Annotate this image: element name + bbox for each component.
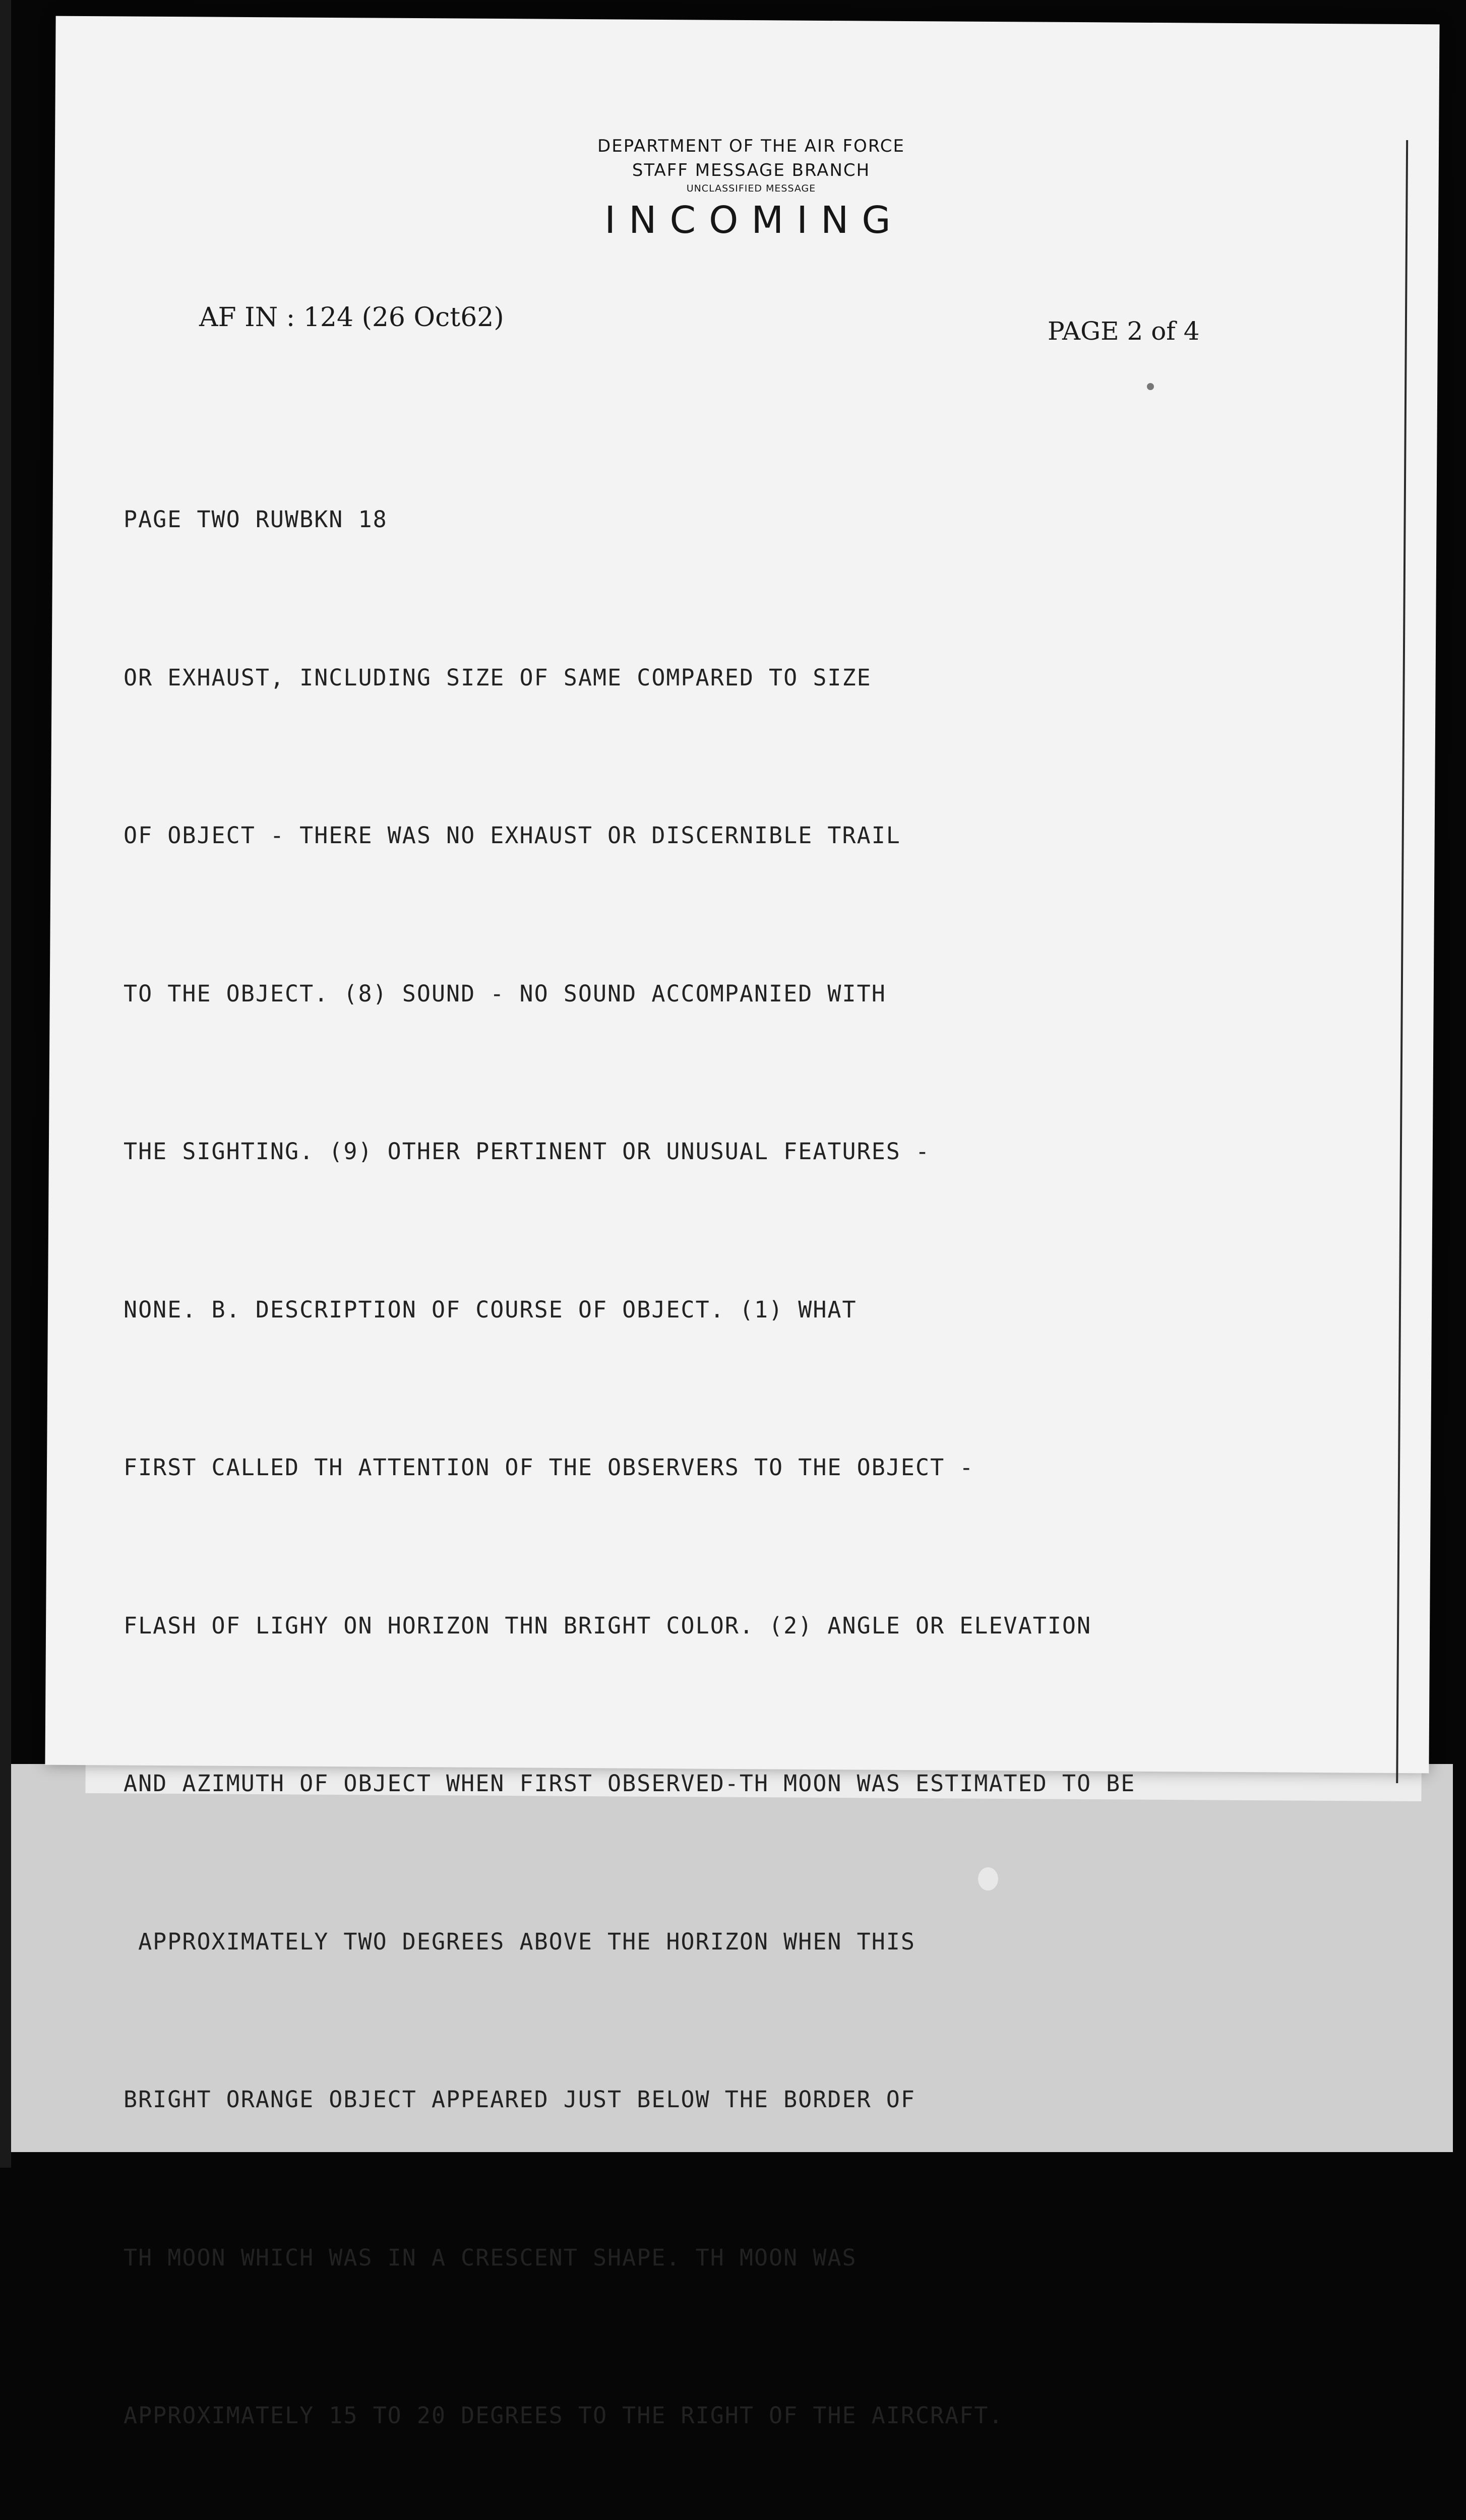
- body-line: OR EXHAUST, INCLUDING SIZE OF SAME COMPARED TO SIZE: [124, 664, 872, 691]
- body-line: PAGE TWO RUWBKN 18: [124, 506, 388, 533]
- af-in-reference: AF IN : 124 (26 Oct62): [199, 302, 504, 333]
- body-line: BRIGHT ORANGE OBJECT APPEARED JUST BELOW THE BORDER OF: [124, 2086, 915, 2113]
- margin-rule: [1396, 140, 1408, 1783]
- body-line: AND AZIMUTH OF OBJECT WHEN FIRST OBSERVED-TH MOON WAS ESTIMATED TO BE: [124, 1770, 1136, 1797]
- body-line: THE SIGHTING. (9) OTHER PERTINENT OR UNUSUAL FEATURES -: [124, 1138, 931, 1165]
- message-type-title: INCOMING: [604, 199, 904, 242]
- page-number: PAGE 2 of 4: [1048, 317, 1200, 346]
- message-header: [549, 134, 953, 245]
- body-line: OF OBJECT - THERE WAS NO EXHAUST OR DISCERNIBLE TRAIL: [124, 822, 901, 849]
- scan-frame-edge: [0, 0, 11, 2168]
- department-name: DEPARTMENT OF THE AIR FORCE: [597, 136, 905, 156]
- body-line: TH MOON WHICH WAS IN A CRESCENT SHAPE. TH MOON WAS: [124, 2244, 857, 2271]
- classification-label: UNCLASSIFIED MESSAGE: [686, 183, 816, 194]
- body-line: APPROXIMATELY 15 TO 20 DEGREES TO THE RIGHT OF THE AIRCRAFT.: [124, 2402, 1004, 2429]
- body-line: FLASH OF LIGHY ON HORIZON THN BRIGHT COLOR. (2) ANGLE OR ELEVATION: [124, 1612, 1092, 1639]
- message-body: [124, 388, 1308, 2520]
- scan-speck: [978, 1867, 998, 1891]
- branch-name: STAFF MESSAGE BRANCH: [632, 160, 871, 180]
- body-line: NONE. B. DESCRIPTION OF COURSE OF OBJECT. (1) WHAT: [124, 1296, 857, 1323]
- body-line: TO THE OBJECT. (8) SOUND - NO SOUND ACCOMPANIED WITH: [124, 980, 886, 1007]
- scan-speck: [1147, 383, 1154, 390]
- body-line: FIRST CALLED TH ATTENTION OF THE OBSERVERS TO THE OBJECT -: [124, 1454, 974, 1481]
- body-line: APPROXIMATELY TWO DEGREES ABOVE THE HORIZON WHEN THIS: [124, 1928, 915, 1955]
